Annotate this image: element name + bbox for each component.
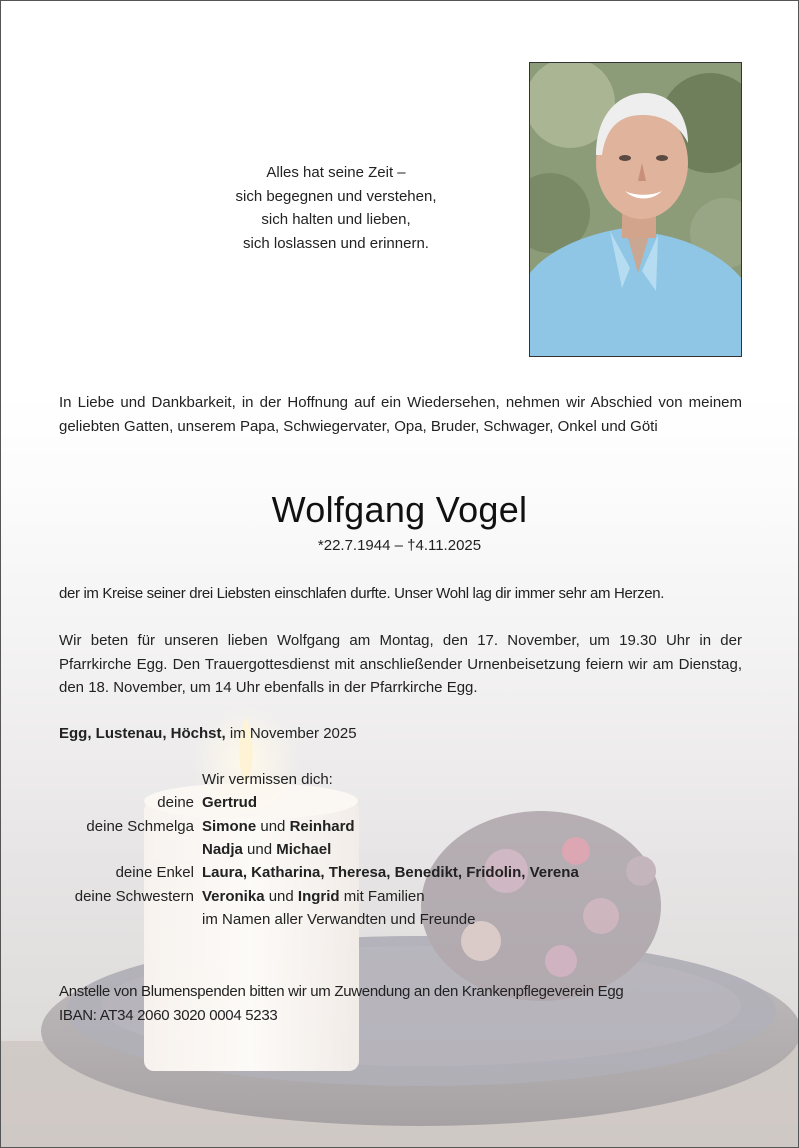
poem-line: sich loslassen und erinnern. [243,234,429,252]
mourner-names [202,815,355,838]
mourner-relation: deine [157,794,194,812]
mourner-connector: und [242,840,277,858]
mourners-heading-row [1,768,798,791]
mourner-name: Reinhard [289,817,355,835]
poem-line: sich halten und lieben, [261,211,411,228]
place-date [59,722,742,746]
mourner-relation: deine Schwestern [74,887,194,905]
donation-note [59,980,742,1027]
poem [181,161,491,255]
mourner-names [202,908,476,931]
passing-text: der im Kreise seiner drei Liebsten einschlafen durfte. Unser Wohl lag dir immer sehr am Herzen. [59,585,665,602]
mourner-name: Nadja [202,840,243,858]
places: Egg, Lustenau, Höchst, [59,725,226,742]
mourner-row [1,791,798,814]
poem-line: sich begegnen und verstehen, [235,187,437,205]
intro-text: In Liebe und Dankbarkeit, in der Hoffnung auf ein Wiedersehen, nehmen wir Abschied von meinem geliebten Gatten, unserem Papa, Schwiegervater, Opa, Bruder, Schwager, Onkel und Göti [59,394,742,435]
mourner-row [1,885,798,908]
month-year: im November 2025 [225,725,357,742]
mourner-name: Ingrid [297,887,340,905]
mourner-relation: deine Schmelga [86,817,194,835]
mourner-name: Veronika [202,887,265,905]
donation-text: Anstelle von Blumenspenden bitten wir um Zuwendung an den Krankenpflegeverein Egg [59,983,624,1000]
mourner-connector: und [256,817,290,835]
mourner-row [1,838,798,861]
mourner-name: Gertrud [202,794,258,812]
mourner-connector: mit Familien [339,887,425,905]
mourner-row [1,861,798,884]
mourner-names [202,861,579,884]
mourner-names [202,838,331,861]
mourner-name: Simone [202,817,257,835]
mourner-row [1,815,798,838]
life-dates: *22.7.1944 – †4.11.2025 [317,537,482,554]
mourner-connector: im Namen aller Verwandten und Freunde [202,910,476,928]
mourners-heading: Wir vermissen dich: [202,771,333,788]
poem-line: Alles hat seine Zeit – [266,164,406,181]
mourner-names [202,791,257,814]
mourner-connector: und [264,887,298,905]
mourner-names [202,885,425,908]
service-details: Wir beten für unseren lieben Wolfgang am Montag, den 17. November, um 19.30 Uhr in der Pfarrkirche Egg. Den Trauergottesdienst mit anschließender Urnenbeisetzung feiern wir am Dienstag, den 18. November, um 14 Uhr ebenfalls in der Pfarrkirche Egg. [59,632,742,696]
mourner-row [1,908,798,931]
mourner-name: Michael [276,840,332,858]
mourner-name: Laura, Katharina, Theresa, Benedikt, Fridolin, Verena [202,864,579,882]
mourner-relation: deine Enkel [115,864,194,882]
iban: IBAN: AT34 2060 3020 0004 5233 [59,1006,278,1024]
deceased-name: Wolfgang Vogel [271,489,528,530]
portrait-photo [529,62,742,357]
